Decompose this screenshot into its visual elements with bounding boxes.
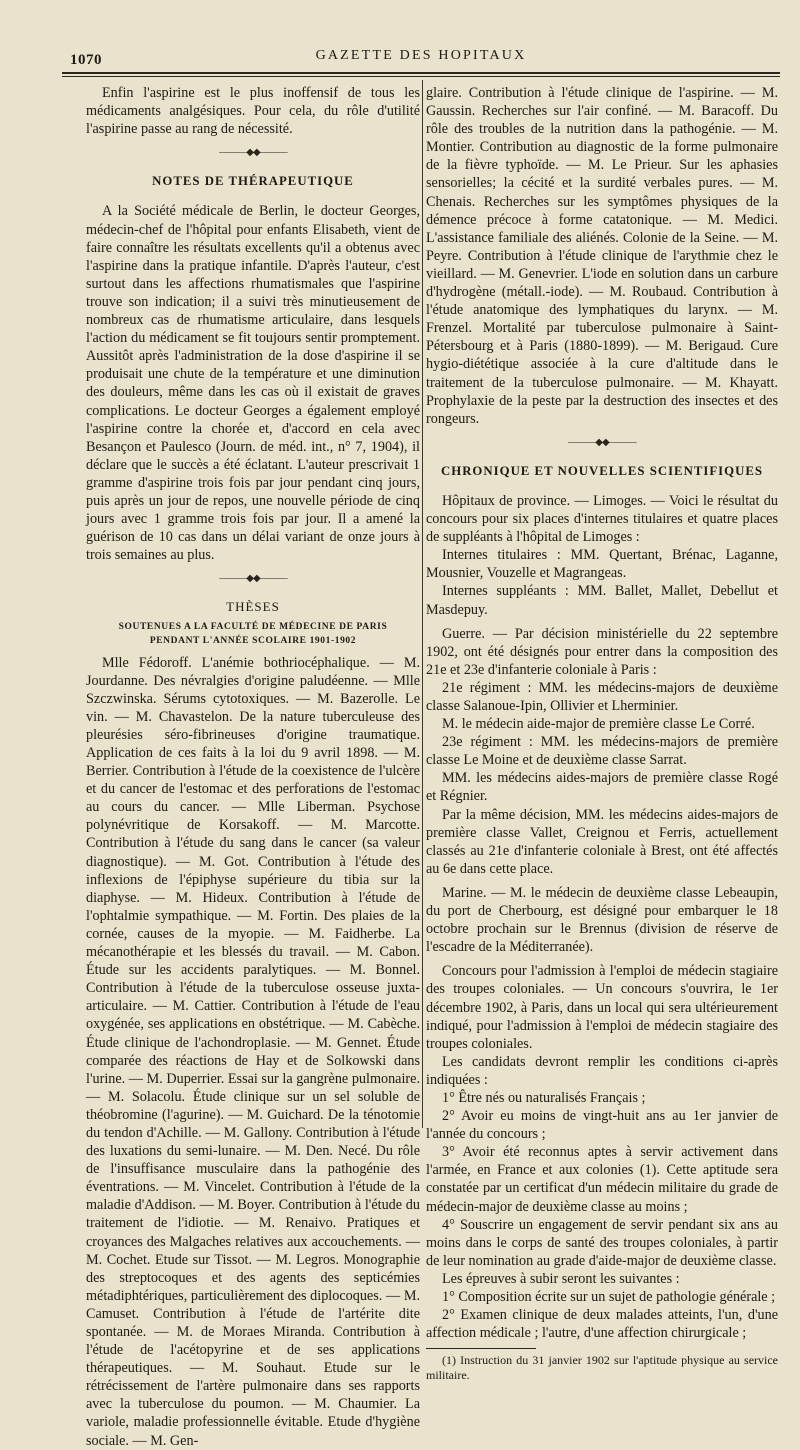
concours-condition-4: 4° Souscrire un engagement de servir pendant six ans au moins dans le corps de santé des troupes coloniales, à partir de leur nomination au grade d'aide-major de deuxième classe. [426, 1216, 778, 1269]
footnote-rule [426, 1348, 536, 1349]
guerre-paragraph: Guerre. — Par décision ministérielle du 22 septembre 1902, ont été désignés pour entrer dans la composition des 21e et 23e d'infanterie coloniale à Paris : [426, 625, 778, 678]
journal-title: GAZETTE DES HOPITAUX [315, 48, 527, 63]
notes-paragraph: A la Société médicale de Berlin, le docteur Georges, médecin-chef de l'hôpital pour enfants Elisabeth, vient de faire connaître les résultats excellents qu'il a obtenus avec l'aspirine dans la pratique infantile. D'après l'auteur, c'est surtout dans les affections rhumatismales que l'aspirine trouve son indication; il a suivi très minutieusement de nombreux cas de rhumatisme articulaire, dans lesquels l'action du médicament se fit toujours sentir promptement. Aussitôt après l'administration de la dose d'aspirine il se produisait une chute de la température et une diminution des douleurs, même dans les cas où il existait de graves complications. Le docteur Georges a également employé l'aspirine contre la chorée et, d'accord en cela avec Besançon et Paulesco (Journ. de méd. int., n° 7, 1904), il déclare que le succès a été éclatant. L'auteur prescrivait 1 gramme d'aspirine trois fois par jour pendant cinq jours, puis après un jour de repos, une nouvelle période de cinq jours avec 1 gramme trois fois par jour. Il a amené la guérison de 10 cas dans un délai variant de onze jours à trois semaines au plus. [86, 203, 420, 564]
chronique-section-title: CHRONIQUE ET NOUVELLES SCIENTIFIQUES [441, 463, 763, 478]
guerre-decision: Par la même décision, MM. les médecins aides-majors de première classe Vallet, Creignou et Ferris, actuellement classés au 21e d'infanterie coloniale à Brest, ont été affectés au 6e dans cette place. [426, 806, 778, 877]
theses-subtitle-line2: PENDANT L'ANNÉE SCOLAIRE 1901-1902 [149, 635, 357, 646]
right-column [426, 84, 778, 1383]
guerre-aides-majors: MM. les médecins aides-majors de première classe Rogé et Régnier. [426, 770, 778, 805]
hopitaux-suppleants: Internes suppléants : MM. Ballet, Mallet, Debellut et Masdepuy. [426, 583, 778, 618]
guerre-aide-major: M. le médecin aide-major de première classe Le Corré. [442, 716, 755, 733]
theses-title: THÈSES [226, 599, 280, 615]
intro-paragraph: Enfin l'aspirine est le plus inoffensif de tous les médicaments analgésiques. Pour cela, du rôle d'utilité l'aspirine passe au rang de nécessité. [86, 85, 420, 138]
theses-subtitle-line1: SOUTENUES A LA FACULTÉ DE MÉDECINE DE PARIS [118, 621, 388, 632]
column-divider [422, 80, 423, 1128]
notes-section-title: NOTES DE THÉRAPEUTIQUE [152, 174, 354, 189]
theses-list-continued: glaire. Contribution à l'étude clinique de l'aspirine. — M. Gaussin. Recherches sur l'air confiné. — M. Baracoff. Du rôle des troubles de la nutrition dans la pathogénie. — M. Montier. Contribution au diagnostic de la forme pulmonaire de la fièvre typhoïde. — M. Le Prieur. Sur les aphasies sensorielles; la cécité et la surdité verbales pures. — M. Chenais. Recherches sur les symptômes physiques de la démence précoce à forme catatonique. — M. Medici. L'assistance familiale des aliénés. Colonie de la Seine. — M. Peyre. Contribution à l'étude clinique de l'arythmie chez le vieillard. — M. Genevrier. L'iode en solution dans un carbure d'hydrogène (métall.-iode). — M. Roubaud. Contribution à l'étude anatomique des lymphatiques du larynx. — M. Frenzel. Mortalité par tuberculose pulmonaire à Saint-Pétersbourg et à Paris (1880-1899). — M. Berigaud. Cure hygio-diététique associée à la cure d'altitude dans le traitement de la tuberculose pulmonaire. — M. Khayatt. Prophylaxie de la peste par la destruction des insectes et des rongeurs. [426, 85, 778, 427]
concours-epreuves: Les épreuves à subir seront les suivantes : [442, 1270, 680, 1287]
page-header [62, 42, 780, 72]
hopitaux-titulaires: Internes titulaires : MM. Quertant, Brénac, Laganne, Mousnier, Vouzelle et Magrangeas. [426, 547, 778, 582]
concours-epreuve-1: 1° Composition écrite sur un sujet de pathologie générale ; [442, 1289, 776, 1305]
guerre-21e: 21e régiment : MM. les médecins-majors de deuxième classe Salanoue-Ipin, Ollivier et Lherminier. [426, 679, 778, 714]
hopitaux-paragraph: Hôpitaux de province. — Limoges. — Voici le résultat du concours pour six places d'internes titulaires et quatre places de suppléants à l'hôpital de Limoges : [426, 492, 778, 546]
ornament-divider: ———◆◆——— [219, 573, 287, 585]
concours-condition-3: 3° Avoir été reconnus aptes à servir activement dans l'armée, en France et aux colonies (1). Cette aptitude sera constatée par un certificat d'un médecin militaire du grade de médecin-major de deuxième classe au moins ; [426, 1144, 778, 1215]
theses-subtitle [86, 620, 420, 648]
ornament-divider: ———◆◆——— [219, 147, 287, 159]
ornament-divider: ———◆◆——— [568, 436, 636, 448]
theses-list: Mlle Fédoroff. L'anémie bothriocéphalique. — M. Jourdanne. Des névralgies d'origine paludéenne. — Mlle Szczwinska. Sérums cytotoxiques. — M. Bazerolle. Le vin. — M. Chavastelon. De la nature tuberculeuse des pleurésies séro-fibrineuses d'origine traumatique. Application de ces faits à la loi du 9 avril 1898. — M. Berrier. Contribution à l'étude de la coexistence de l'ulcère et du cancer de l'estomac et des perforations de l'estomac au cours du cancer. — Mlle Liberman. Psychose polynévritique de Korsakoff. — M. Marcotte. Contribution à l'étude du sang dans le cancer (sa valeur diagnostique). — M. Got. Contribution à l'étude des inflexions de l'épiphyse supérieure du tibia sur la diaphyse. — M. Hideux. Contribution à l'étude de l'ophtalmie sympathique. — M. Fortin. Des plaies de la cornée, causes de la myopie. — M. Faidherbe. La mécanothérapie et les blessés du travail. — M. Cabon. Étude sur les accidents paralytiques. — M. Bonnel. Contribution à l'étude de la tuberculose osseuse juxta-articulaire. — M. Cattier. Contribution à l'étude de l'eau oxygénée, ses applications en obstétrique. — M. Cabèche. Étude clinique de l'achondroplasie. — M. Gennet. Étude comparée des réactions de Hay et de Solkowski dans l'urine. — M. Duperrier. Essai sur la gangrène pulmonaire. — M. Solacolu. Étude clinique sur un sel soluble de théobromine (l'agurine). — M. Guichard. De la ténotomie du tendon d'Achille. — M. Gallony. Contribution à l'étude des luxations du semi-lunaire. — M. Den. Necé. Du rôle de l'insuffisance musculaire dans la pathogénie des éventrations. — M. Vincelet. Contribution à l'étude de la maladie d'Addison. — M. Boyer. Contribution à l'étude du traitement de l'idiotie. — M. Renaivo. Pratiques et croyances des Malgaches relatives aux accouchements. — M. Cochet. Etude sur Tissot. — M. Legros. Monographie des streptocoques et des agents des septicémies métadiphtériques, particulièrement des diplocoques. — M. Camuset. Contribution à l'étude de l'artérite dite spontanée. — M. de Moraes Miranda. Contribution à l'étude de l'acétopyrine et de ses applications thérapeutiques. — M. Souhaut. Etude sur le rétrécissement de l'artère pulmonaire dans ses rapports avec la tuberculose du poumon. — M. Chaumier. La variole, maladie professionnelle évitable. Etude d'hygiène sociale. — M. Gen- [86, 654, 420, 1449]
page-number: 1070 [70, 52, 102, 68]
header-rule-thin [62, 76, 780, 77]
concours-conditions: Les candidats devront remplir les conditions ci-après indiquées : [426, 1053, 778, 1088]
concours-condition-1: 1° Être nés ou naturalisés Français ; [442, 1089, 646, 1106]
left-column [86, 84, 420, 1450]
concours-epreuve-2: 2° Examen clinique de deux malades atteints, l'un, d'une affection médicale ; l'autre, d'une affection chirurgicale ; [426, 1307, 778, 1342]
guerre-23e: 23e régiment : MM. les médecins-majors de première classe Le Moine et de deuxième classe Sarrat. [426, 734, 778, 769]
marine-paragraph: Marine. — M. le médecin de deuxième classe Lebeaupin, du port de Cherbourg, est désigné pour embarquer le 18 octobre prochain sur le Brennus (division de réserve de l'escadre de la Méditerranée). [426, 884, 778, 956]
footnote: (1) Instruction du 31 janvier 1902 sur l'aptitude physique au service militaire. [426, 1353, 778, 1383]
concours-condition-2: 2° Avoir eu moins de vingt-huit ans au 1er janvier de l'année du concours ; [426, 1108, 778, 1143]
concours-paragraph: Concours pour l'admission à l'emploi de médecin stagiaire des troupes coloniales. — Un concours s'ouvrira, le 1er décembre 1902, à Paris, dans un local qui sera ultérieurement indiqué, pour l'admission à l'emploi de médecin stagiaire des troupes coloniales. [426, 963, 778, 1052]
header-rule [62, 72, 780, 74]
